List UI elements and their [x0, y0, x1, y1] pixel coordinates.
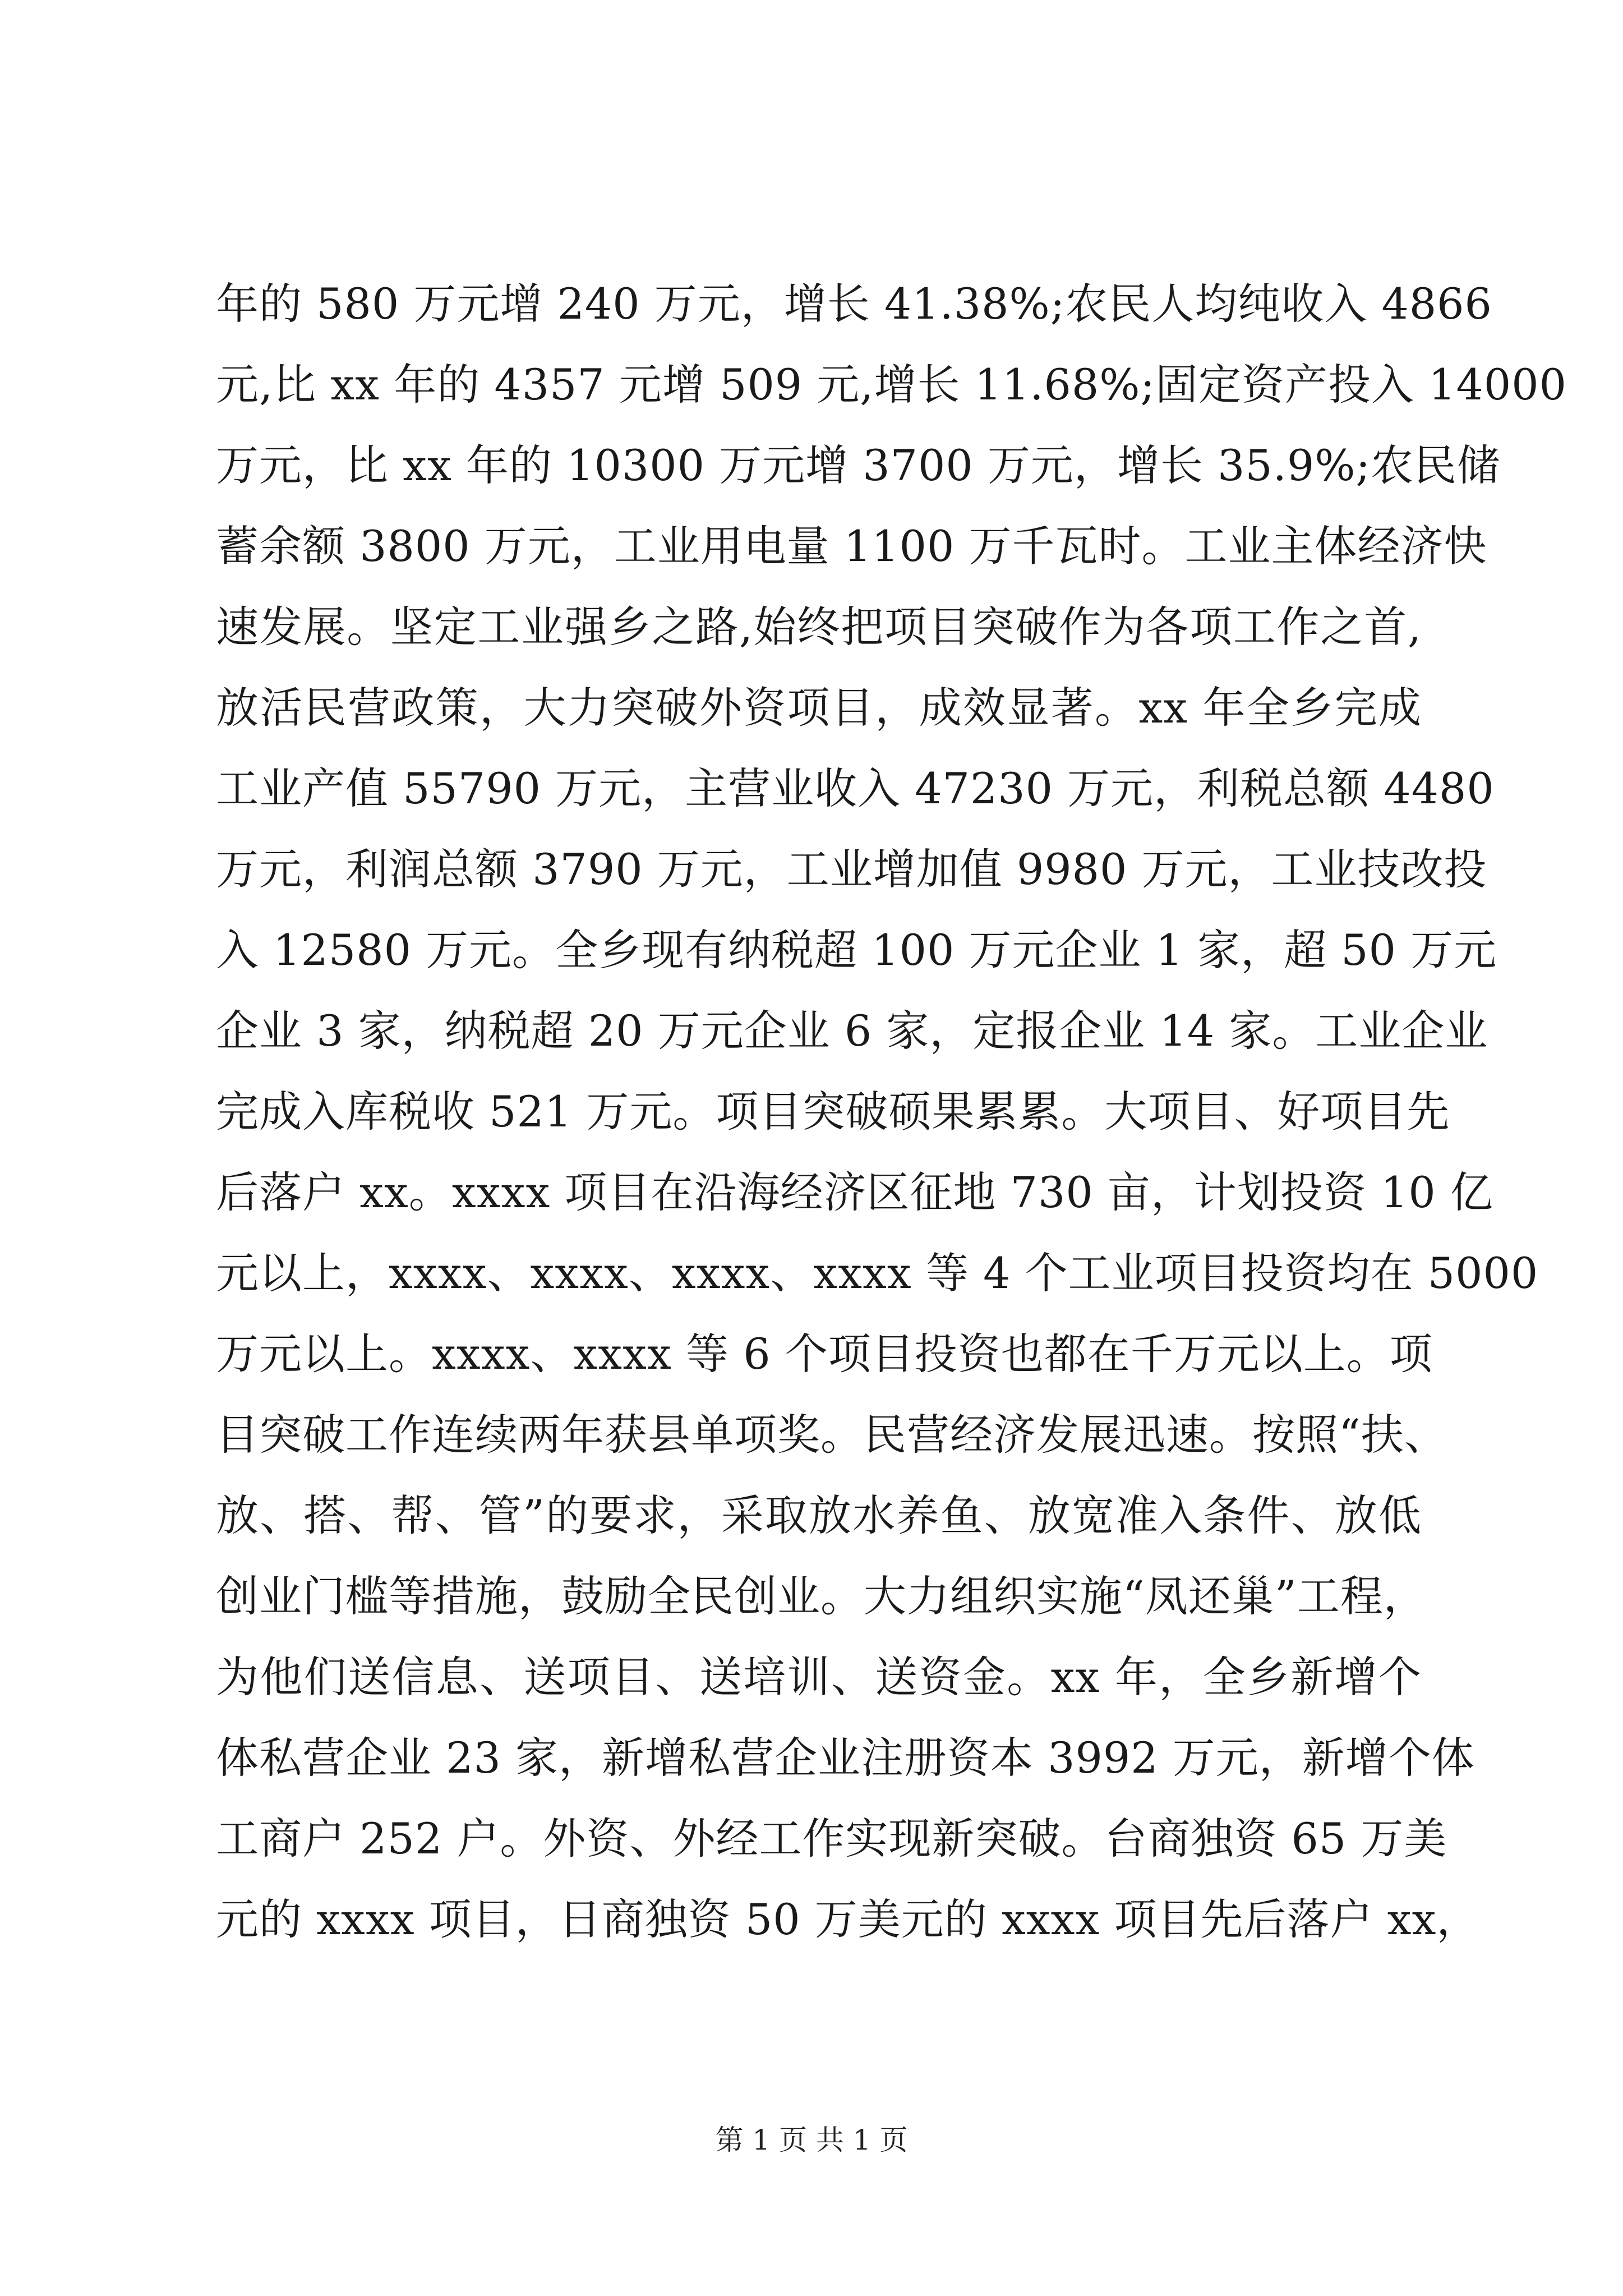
text-line: 元的 xxxx 项目，日商独资 50 万美元的 xxxx 项目先后落户 xx， — [216, 1894, 1480, 1944]
text-line: 入 12580 万元。全乡现有纳税超 100 万元企业 1 家，超 50 万元 — [216, 925, 1497, 975]
text-line: 创业门槛等措施，鼓励全民创业。大力组织实施“凤还巢”工程， — [216, 1571, 1427, 1621]
page-footer: 第 1 页 共 1 页 — [715, 2124, 908, 2156]
text-line: 体私营企业 23 家，新增私营企业注册资本 3992 万元，新增个体 — [216, 1733, 1475, 1783]
text-line: 放、搭、帮、管”的要求，采取放水养鱼、放宽准入条件、放低 — [216, 1490, 1422, 1540]
text-line: 完成入库税收 521 万元。项目突破硕果累累。大项目、好项目先 — [216, 1087, 1450, 1137]
text-line: 放活民营政策，大力突破外资项目，成效显著。xx 年全乡完成 — [216, 683, 1422, 733]
text-line: 企业 3 家，纳税超 20 万元企业 6 家，定报企业 14 家。工业企业 — [216, 1006, 1488, 1056]
text-line: 蓄余额 3800 万元，工业用电量 1100 万千瓦时。工业主体经济快 — [216, 521, 1487, 571]
text-line: 为他们送信息、送项目、送培训、送资金。xx 年，全乡新增个 — [216, 1652, 1422, 1702]
text-line: 工业产值 55790 万元，主营业收入 47230 万元，利税总额 4480 — [216, 763, 1495, 813]
text-line: 速发展。坚定工业强乡之路,始终把项目突破作为各项工作之首, — [216, 602, 1422, 652]
text-line: 后落户 xx。xxxx 项目在沿海经济区征地 730 亩，计划投资 10 亿 — [216, 1167, 1493, 1217]
text-line: 目突破工作连续两年获县单项奖。民营经济发展迅速。按照“扶、 — [216, 1410, 1447, 1460]
text-line: 万元以上。xxxx、xxxx 等 6 个项目投资也都在千万元以上。项 — [216, 1329, 1433, 1379]
text-line: 元,比 xx 年的 4357 元增 509 元,增长 11.68%;固定资产投入 14000 — [216, 360, 1567, 409]
text-line: 万元，利润总额 3790 万元，工业增加值 9980 万元，工业技改投 — [216, 844, 1487, 894]
text-line: 年的 580 万元增 240 万元，增长 41.38%;农民人均纯收入 4866 — [216, 279, 1492, 329]
text-line: 元以上，xxxx、xxxx、xxxx、xxxx 等 4 个工业项目投资均在 5000 — [216, 1248, 1539, 1298]
text-line: 工商户 252 户。外资、外经工作实现新突破。台商独资 65 万美 — [216, 1814, 1447, 1864]
text-line: 万元，比 xx 年的 10300 万元增 3700 万元，增长 35.9%;农民储 — [216, 440, 1501, 490]
body-text — [216, 264, 1567, 1960]
